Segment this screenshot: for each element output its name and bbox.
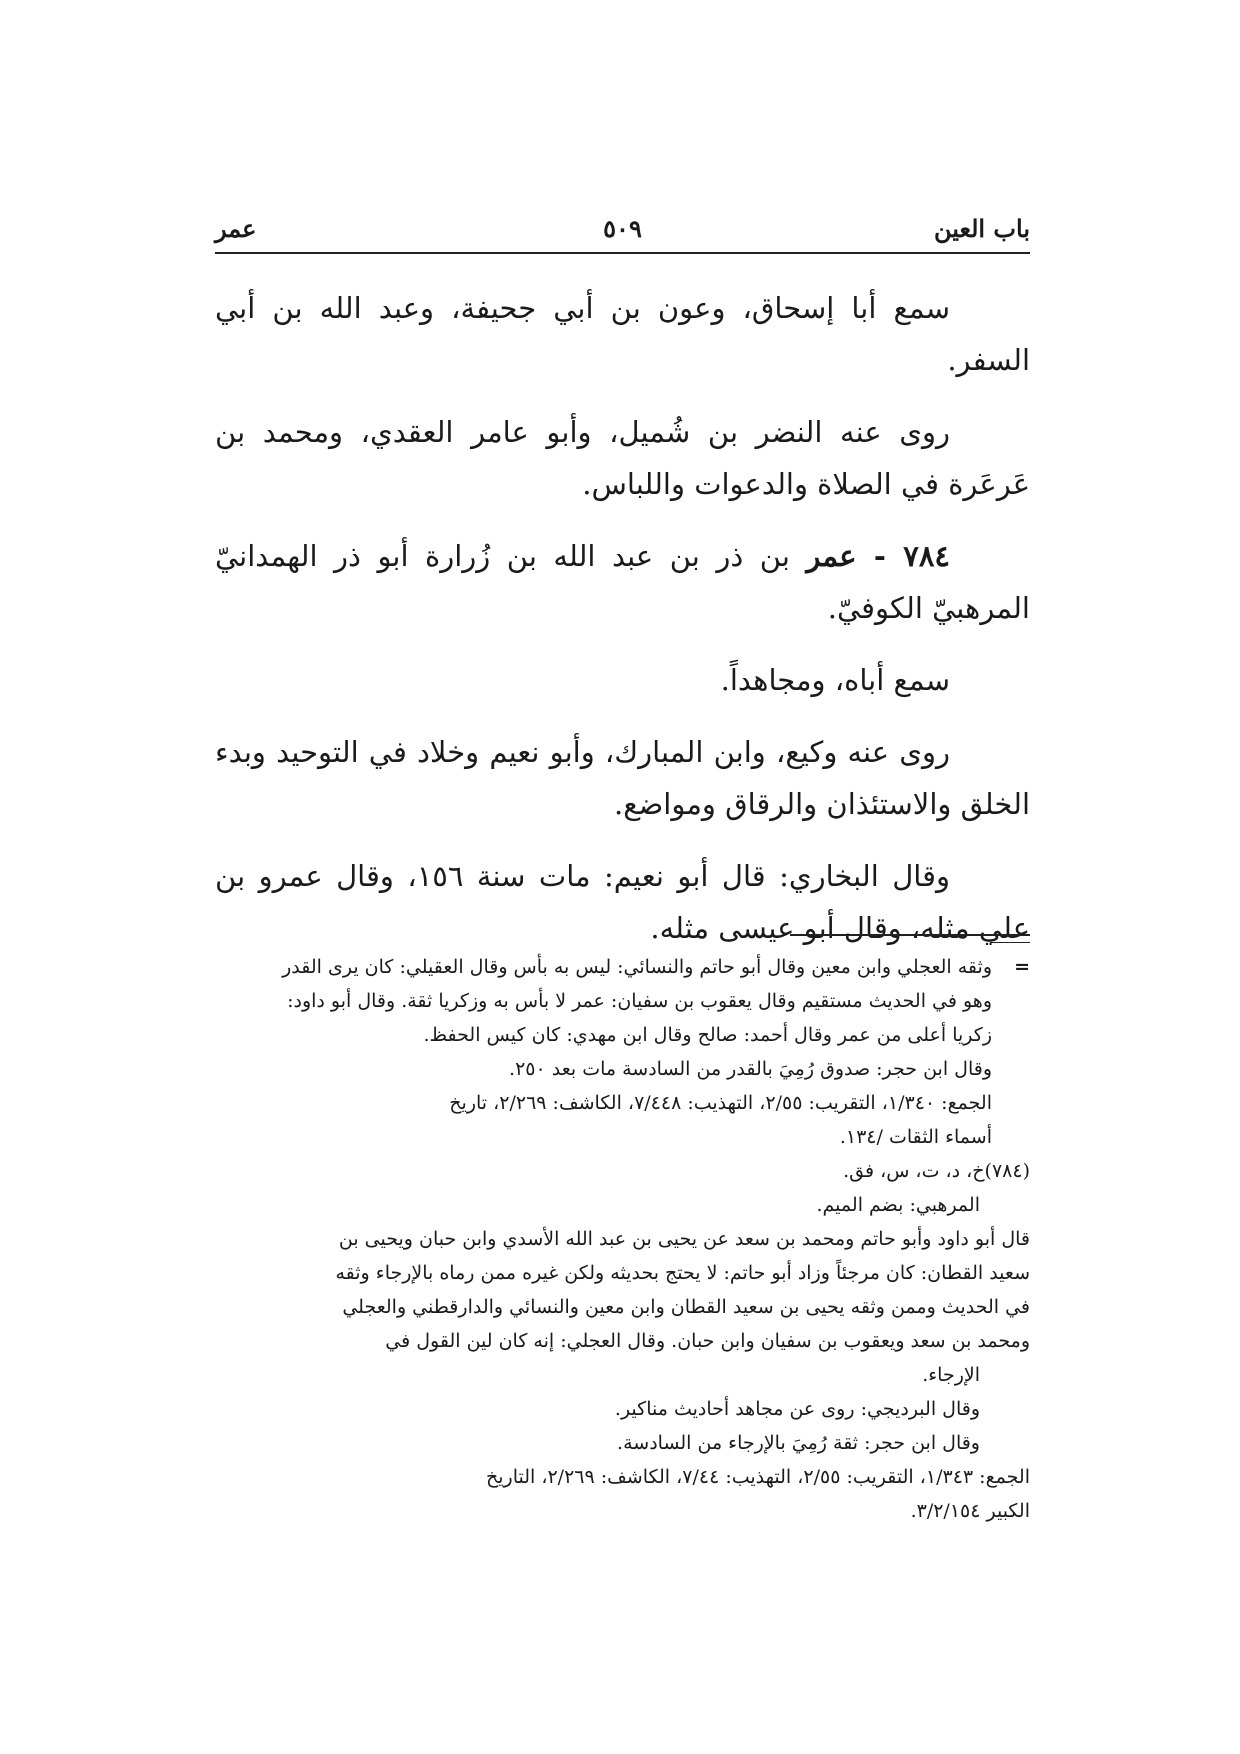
- entry-name: عمر: [806, 539, 857, 573]
- footnote-784: [215, 1154, 1030, 1528]
- header-rule: [215, 252, 1030, 254]
- footnote-line: الإرجاء.: [922, 1364, 980, 1386]
- entry-number: ٧٨٤ -: [856, 539, 951, 573]
- footnote-line: وقال ابن حجر: صدوق رُمِيَ بالقدر من السادسة مات بعد ٢٥٠.: [509, 1058, 992, 1080]
- paragraph-bukhari: وقال البخاري: قال أبو نعيم: مات سنة ١٥٦، وقال عمرو بن علي مثله، وقال أبو عيسى مثله.: [215, 859, 1030, 945]
- footnote-line: في الحديث وممن وثقه يحيى بن سعيد القطان وابن معين والنسائي والدارقطني والعجلي: [342, 1296, 1030, 1318]
- footnote-line: المرهبي: بضم الميم.: [816, 1194, 980, 1216]
- footnote-symbols: خ، د، ت، س، فق.: [843, 1160, 985, 1182]
- entry-lineage: بن ذر بن عبد الله بن زُرارة أبو ذر الهمدانيّ المرهبيّ الكوفيّ.: [215, 539, 1030, 625]
- continuation-marker: =: [1014, 956, 1030, 978]
- chapter-title: باب العين: [933, 214, 1030, 243]
- footnote-number: (٧٨٤): [984, 1160, 1030, 1182]
- footnote-line: ومحمد بن سعد ويعقوب بن سفيان وابن حبان. وقال العجلي: إنه كان لين القول في: [385, 1330, 1030, 1352]
- entry-heading: [215, 530, 1030, 634]
- footnote-line: الجمع: ١/٣٤٣، التقريب: ٢/٥٥، التهذيب: ٧/٤٤، الكاشف: ٢/٢٦٩، التاريخ: [485, 1466, 1030, 1488]
- footnote-line: أسماء الثقات /١٣٤.: [839, 1126, 992, 1148]
- footnote-line: زكريا أعلى من عمر وقال أحمد: صالح وقال ابن مهدي: كان كيس الحفظ.: [423, 1024, 992, 1046]
- footnote-line: وثقه العجلي وابن معين وقال أبو حاتم والنسائي: ليس به بأس وقال العقيلي: كان يرى القدر: [282, 956, 992, 978]
- paragraph-heard-from: سمع أبا إسحاق، وعون بن أبي جحيفة، وعبد الله بن أبي السفر.: [215, 291, 1030, 377]
- footnote-line: قال أبو داود وأبو حاتم ومحمد بن سعد عن يحيى بن عبد الله الأسدي وابن حبان ويحيى بن: [338, 1228, 1030, 1250]
- footnote-line: وهو في الحديث مستقيم وقال يعقوب بن سفيان: عمر لا بأس به وزكريا ثقة. وقال أبو داود:: [287, 990, 992, 1012]
- footnote-rule: [790, 934, 1030, 936]
- running-name: عمر: [215, 214, 257, 243]
- footnote-line: الجمع: ١/٣٤٠، التقريب: ٢/٥٥، التهذيب: ٧/٤٤٨، الكاشف: ٢/٢٦٩، تاريخ: [449, 1092, 992, 1114]
- footnotes: [215, 950, 1030, 1528]
- paragraph-narrated-by-2: روى عنه وكيع، وابن المبارك، وأبو نعيم وخلاد في التوحيد وبدء الخلق والاستئذان والرقاق ومواضع.: [215, 735, 1030, 821]
- footnote-line: وقال ابن حجر: ثقة رُمِيَ بالإرجاء من السادسة.: [617, 1432, 980, 1454]
- footnote-line: وقال البرديجي: روى عن مجاهد أحاديث مناكير.: [614, 1398, 980, 1420]
- footnote-continuation: [215, 950, 1030, 1154]
- footnote-first-line: [215, 1154, 1030, 1188]
- paragraph-narrated-by: روى عنه النضر بن شُميل، وأبو عامر العقدي، ومحمد بن عَرعَرة في الصلاة والدعوات واللباس.: [215, 415, 1030, 501]
- footnote-line: سعيد القطان: كان مرجئاً وزاد أبو حاتم: لا يحتج بحديثه ولكن غيره ممن رماه بالإرجاء وثقه: [335, 1262, 1030, 1284]
- page-number: ٥٠٩: [603, 214, 642, 243]
- footnote-line: الكبير ٣/٢/١٥٤.: [910, 1500, 1030, 1522]
- running-header: [215, 210, 1030, 250]
- footnote-rule-short: [990, 942, 1030, 943]
- paragraph-heard-from-2: سمع أباه، ومجاهداً.: [720, 663, 950, 697]
- main-text: [215, 282, 1030, 974]
